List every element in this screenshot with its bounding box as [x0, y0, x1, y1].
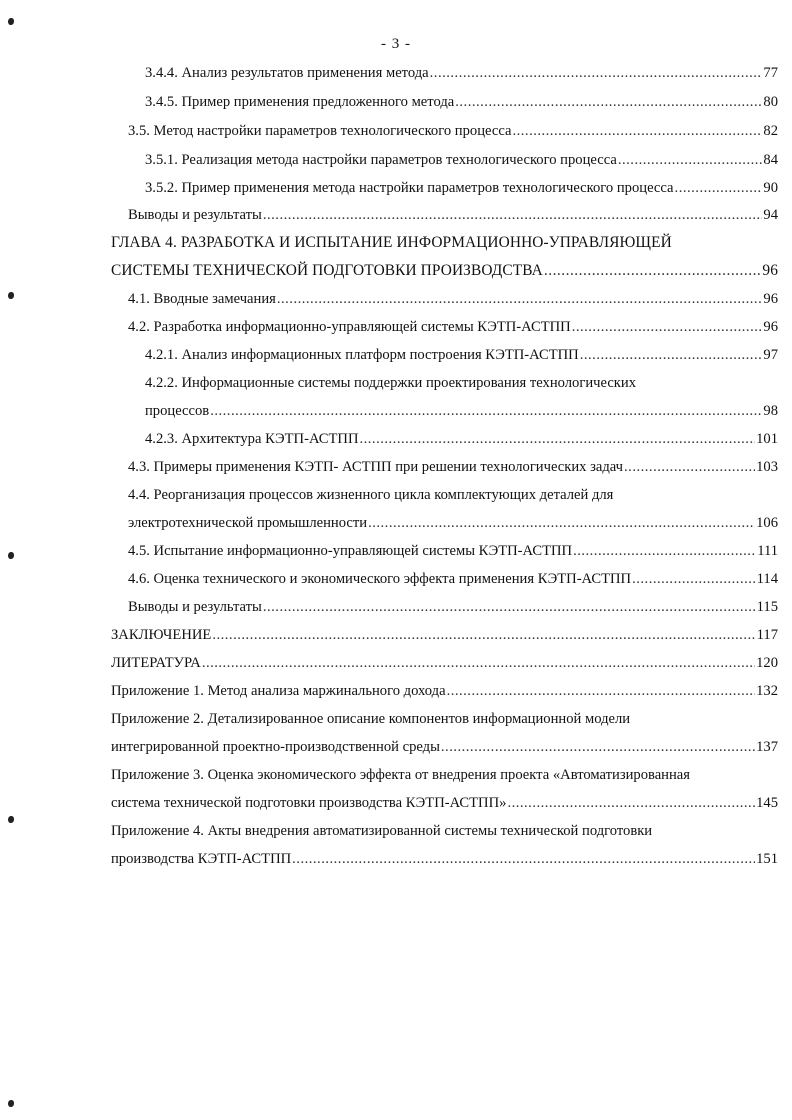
- toc-entry-page: 90: [763, 180, 778, 196]
- leader-dots: [210, 400, 762, 422]
- leader-dots: [212, 624, 755, 646]
- toc-entry-title: Приложение 3. Оценка экономического эффекта от внедрения проекта «Автоматизированная: [111, 767, 690, 783]
- toc-entry-page: 106: [756, 515, 778, 531]
- toc-entry-page: 114: [756, 571, 778, 587]
- toc-entry[interactable]: [128, 456, 778, 478]
- toc-entry[interactable]: [111, 820, 778, 842]
- toc-entry-page: 145: [756, 795, 778, 811]
- toc-entry[interactable]: [128, 204, 778, 226]
- toc-entry[interactable]: [128, 120, 778, 142]
- leader-dots: [580, 344, 763, 366]
- toc-entry-page: 111: [757, 543, 778, 559]
- toc-entry-page: 80: [763, 94, 778, 110]
- toc-entry[interactable]: [111, 708, 778, 730]
- leader-dots: [368, 512, 755, 534]
- leader-dots: [441, 736, 755, 758]
- toc-entry-title: Выводы и результаты: [128, 599, 262, 615]
- leader-dots: [572, 316, 763, 338]
- toc-entry-page: 94: [763, 207, 778, 223]
- toc-entry-page: 96: [763, 319, 778, 335]
- leader-dots: [202, 652, 755, 674]
- toc-entry-title: 4.3. Примеры применения КЭТП- АСТПП при решении технологических задач: [128, 459, 624, 475]
- leader-dots: [512, 120, 762, 142]
- toc-entry[interactable]: [111, 764, 778, 786]
- leader-dots: [263, 596, 756, 618]
- toc-entry-page: 82: [763, 123, 778, 139]
- toc-entry[interactable]: [111, 792, 778, 814]
- toc-entry[interactable]: [145, 344, 778, 366]
- toc-entry[interactable]: [145, 149, 778, 171]
- toc-entry-page: 98: [763, 403, 778, 419]
- toc-entry-title: система технической подготовки производства КЭТП-АСТПП»: [111, 795, 507, 811]
- leader-dots: [263, 204, 763, 226]
- toc-entry-page: 132: [756, 683, 778, 699]
- page-number: - 3 -: [381, 36, 411, 52]
- leader-dots: [632, 568, 756, 590]
- toc-entry-page: 117: [756, 627, 778, 643]
- toc-entry-title: 3.5.2. Пример применения метода настройки параметров технологического процесса: [145, 180, 674, 196]
- toc-entry-title: 4.6. Оценка технического и экономического эффекта применения КЭТП-АСТПП: [128, 571, 632, 587]
- leader-dots: [359, 428, 755, 450]
- leader-dots: [277, 288, 763, 310]
- toc-entry[interactable]: [128, 568, 778, 590]
- toc-entry[interactable]: [128, 288, 778, 310]
- toc-entry-title: 4.2.2. Информационные системы поддержки проектирования технологических: [145, 375, 636, 391]
- toc-entry[interactable]: [111, 848, 778, 870]
- toc-entry-title: электротехнической промышленности: [128, 515, 368, 531]
- toc-entry[interactable]: [145, 400, 778, 422]
- scan-speck: [8, 552, 14, 559]
- leader-dots: [430, 62, 763, 84]
- toc-entry-title: ГЛАВА 4. РАЗРАБОТКА И ИСПЫТАНИЕ ИНФОРМАЦИОННО-УПРАВЛЯЮЩЕЙ: [111, 234, 672, 251]
- toc-entry[interactable]: [145, 62, 778, 84]
- toc-entry-title: процессов: [145, 403, 210, 419]
- leader-dots: [675, 177, 763, 199]
- scan-speck: [8, 292, 14, 299]
- leader-dots: [573, 540, 756, 562]
- toc-entry-page: 137: [756, 739, 778, 755]
- toc-entry-title: 4.2.1. Анализ информационных платформ построения КЭТП-АСТПП: [145, 347, 579, 363]
- toc-entry-title: ЗАКЛЮЧЕНИЕ: [111, 627, 212, 643]
- toc-entry[interactable]: [111, 652, 778, 674]
- toc-entry[interactable]: [128, 540, 778, 562]
- toc-entry-title: 4.2.3. Архитектура КЭТП-АСТПП: [145, 431, 359, 447]
- toc-entry[interactable]: [145, 91, 778, 113]
- toc-entry[interactable]: [145, 372, 778, 394]
- toc-entry-page: 97: [763, 347, 778, 363]
- toc-entry-page: 96: [763, 291, 778, 307]
- toc-entry[interactable]: [145, 428, 778, 450]
- toc-entry-title: 4.2. Разработка информационно-управляющей системы КЭТП-АСТПП: [128, 319, 571, 335]
- scan-speck: [8, 18, 14, 25]
- toc-entry[interactable]: [111, 260, 778, 282]
- toc-entry-title: 3.4.4. Анализ результатов применения метода: [145, 65, 429, 81]
- leader-dots: [618, 149, 763, 171]
- toc-entry-title: 4.4. Реорганизация процессов жизненного цикла комплектующих деталей для: [128, 487, 614, 503]
- toc-entry[interactable]: [111, 736, 778, 758]
- toc-entry-title: Приложение 1. Метод анализа маржинального дохода: [111, 683, 446, 699]
- toc-entry-page: 77: [763, 65, 778, 81]
- toc-entry-title: производства КЭТП-АСТПП: [111, 851, 292, 867]
- leader-dots: [544, 260, 762, 282]
- scan-speck: [8, 1100, 14, 1107]
- toc-entry[interactable]: [145, 177, 778, 199]
- toc-entry-title: Приложение 2. Детализированное описание компонентов информационной модели: [111, 711, 631, 727]
- toc-entry-title: ЛИТЕРАТУРА: [111, 655, 201, 671]
- toc-entry-title: 4.5. Испытание информационно-управляющей системы КЭТП-АСТПП: [128, 543, 573, 559]
- leader-dots: [447, 680, 756, 702]
- leader-dots: [507, 792, 755, 814]
- toc-entry-title: 3.5. Метод настройки параметров технологического процесса: [128, 123, 512, 139]
- toc-entry-page: 151: [756, 851, 778, 867]
- chapter-heading[interactable]: [111, 232, 778, 254]
- toc-entry-title: 4.1. Вводные замечания: [128, 291, 276, 307]
- toc-entry-page: 115: [756, 599, 778, 615]
- toc-entry-page: 120: [756, 655, 778, 671]
- scan-speck: [8, 816, 14, 823]
- toc-entry[interactable]: [128, 512, 778, 534]
- leader-dots: [455, 91, 762, 113]
- toc-entry[interactable]: [111, 624, 778, 646]
- toc-entry-page: 96: [762, 262, 778, 279]
- toc-entry-page: 84: [763, 152, 778, 168]
- toc-entry[interactable]: [128, 484, 778, 506]
- toc-entry[interactable]: [111, 680, 778, 702]
- toc-entry-title: Выводы и результаты: [128, 207, 262, 223]
- toc-entry-title: 3.4.5. Пример применения предложенного метода: [145, 94, 455, 110]
- leader-dots: [624, 456, 755, 478]
- toc-entry-title: интегрированной проектно-производственной среды: [111, 739, 440, 755]
- toc-entry-title: СИСТЕМЫ ТЕХНИЧЕСКОЙ ПОДГОТОВКИ ПРОИЗВОДСТВА: [111, 262, 543, 279]
- toc-entry-title: Приложение 4. Акты внедрения автоматизированной системы технической подготовки: [111, 823, 653, 839]
- toc-entry-page: 101: [756, 431, 778, 447]
- leader-dots: [292, 848, 755, 870]
- toc-entry[interactable]: [128, 596, 778, 618]
- toc-entry-title: 3.5.1. Реализация метода настройки параметров технологического процесса: [145, 152, 617, 168]
- toc-entry-page: 103: [756, 459, 778, 475]
- toc-entry[interactable]: [128, 316, 778, 338]
